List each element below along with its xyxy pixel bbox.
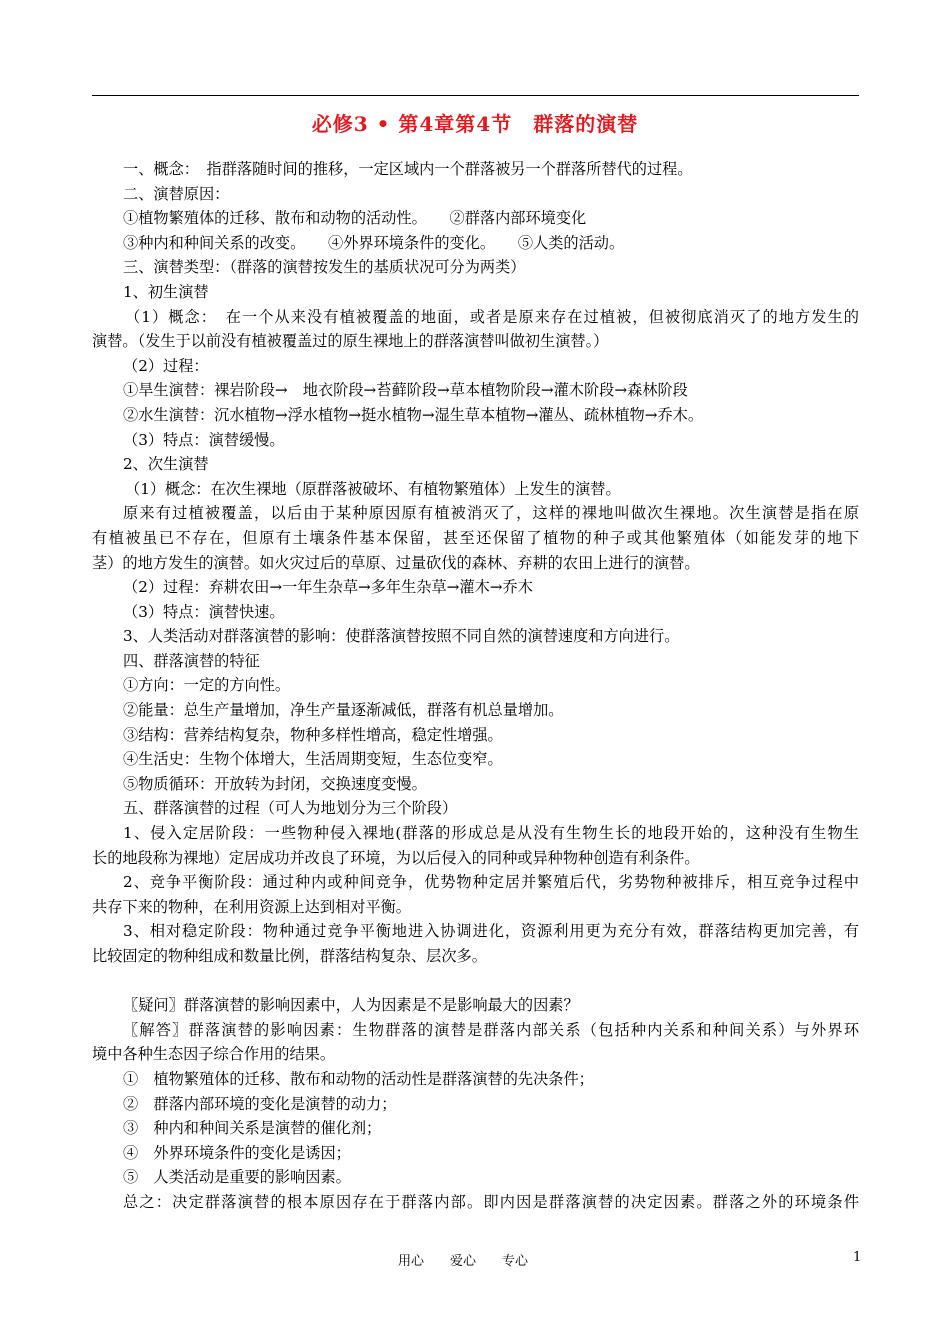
text-line: ⑤物质循环：开放转为封闭，交换速度变慢。 xyxy=(123,774,427,793)
text-line: ③种内和种间关系的改变。 ④外界环境条件的变化。 ⑤人类的活动。 xyxy=(123,233,625,252)
text-line: ①植物繁殖体的迁移、散布和动物的活动性。 ②群落内部环境变化 xyxy=(123,209,587,228)
text-line: 一、概念： 指群落随时间的推移，一定区域内一个群落被另一个群落所替代的过程。 xyxy=(123,160,693,178)
text-line: 四、群落演替的特征 xyxy=(123,651,260,670)
text-line: 三、演替类型：（群落的演替按发生的基质状况可分为两类） xyxy=(123,258,526,277)
text-line: ① 植物繁殖体的迁移、散布和动物的活动性是群落演替的先决条件； xyxy=(123,1069,594,1088)
text-line: ③ 种内和种间关系是演替的催化剂； xyxy=(123,1119,382,1138)
header-rule xyxy=(92,95,859,96)
text-line: 2、竞争平衡阶段：通过种内或种间竞争，优势物种定居并繁殖后代，劣势物种被排斥，相互竞争过程中 xyxy=(123,873,859,892)
text-line: 1、侵入定居阶段：一些物种侵入裸地(群落的形成总是从没有生物生长的地段开始的，这种没有生物生 xyxy=(123,824,859,843)
text-line: 总之：决定群落演替的根本原因存在于群落内部。即内因是群落演替的决定因素。群落之外的环境条件 xyxy=(123,1192,859,1211)
footer-motto: 用心 爱心 专心 xyxy=(398,1254,529,1269)
text-line: 2、次生演替 xyxy=(123,455,209,474)
text-line: （2）过程：弃耕农田→一年生杂草→多年生杂草→灌木→乔木 xyxy=(123,578,533,597)
text-line: 原来有过植被覆盖，以后由于某种原因原有植被消灭了，这样的裸地叫做次生裸地。次生演替是指在原 xyxy=(123,504,859,523)
page-title: 必修3 • 第4章第4节 群落的演替 xyxy=(311,112,639,136)
text-line xyxy=(92,969,859,994)
text-line: （1）概念： 在一个从来没有植被覆盖的地面，或者是原来存在过植被，但被彻底消灭了的地方发生的 xyxy=(125,307,859,326)
text-line: （3）特点：演替缓慢。 xyxy=(123,430,285,449)
text-line: 3、相对稳定阶段：物种通过竞争平衡地进入协调进化，资源利用更为充分有效，群落结构更加完善，有 xyxy=(123,922,859,941)
text-line: ④ 外界环境条件的变化是诱因； xyxy=(123,1143,351,1162)
text-line: 〖疑问〗群落演替的影响因素中，人为因素是不是影响最大的因素？ xyxy=(123,996,579,1015)
text-line: ④生活史：生物个体增大，生活周期变短，生态位变窄。 xyxy=(123,750,503,769)
text-line: ⑤ 人类活动是重要的影响因素。 xyxy=(123,1168,351,1187)
text-line: ②水生演替：沉水植物→浮水植物→挺水植物→湿生草本植物→灌丛、疏林植物→乔木。 xyxy=(123,405,704,424)
text-line: 境中各种生态因子综合作用的结果。 xyxy=(92,1045,335,1064)
text-line: ②能量：总生产量增加，净生产量逐渐减低，群落有机总量增加。 xyxy=(123,701,564,720)
text-line: 1、初生演替 xyxy=(123,282,209,301)
text-line: （2）过程： xyxy=(123,356,209,375)
text-line: 演替。（发生于以前没有植被覆盖过的原生裸地上的群落演替叫做初生演替。） xyxy=(92,332,609,351)
text-line: 长的地段称为裸地）定居成功并改良了环境，为以后侵入的同种或异种物种创造有利条件。 xyxy=(92,848,700,867)
text-line: 共存下来的物种，在利用资源上达到相对平衡。 xyxy=(92,897,411,916)
text-line: ①方向：一定的方向性。 xyxy=(123,676,291,695)
document-body xyxy=(92,157,859,1215)
text-line: 茎）的地方发生的演替。如火灾过后的草原、过量砍伐的森林、弃耕的农田上进行的演替。 xyxy=(92,553,700,572)
text-line: （1）概念：在次生裸地（原群落被破坏、有植物繁殖体）上发生的演替。 xyxy=(125,479,621,498)
text-line: 比较固定的物种组成和数量比例，群落结构复杂、层次多。 xyxy=(92,947,487,965)
text-line: 3、人类活动对群落演替的影响：使群落演替按照不同自然的演替速度和方向进行。 xyxy=(123,627,680,646)
text-line: 有植被虽已不存在，但原有土壤条件基本保留，甚至还保留了植物的种子或其他繁殖体（如能发芽的地下 xyxy=(92,528,859,547)
text-line: ③结构：营养结构复杂，物种多样性增高，稳定性增强。 xyxy=(123,725,503,744)
text-line: （3）特点：演替快速。 xyxy=(123,602,285,621)
text-line: ①旱生演替：裸岩阶段→ 地衣阶段→苔藓阶段→草本植物阶段→灌木阶段→森林阶段 xyxy=(123,381,688,400)
text-line: ② 群落内部环境的变化是演替的动力； xyxy=(123,1094,397,1113)
text-line: 二、演替原因： xyxy=(123,184,230,203)
page-number: 1 xyxy=(853,1250,862,1265)
text-line: 〖解答〗群落演替的影响因素：生物群落的演替是群落内部关系（包括种内关系和种间关系）与外界环 xyxy=(123,1020,859,1039)
text-line: 五、群落演替的过程（可人为地划分为三个阶段） xyxy=(123,799,458,818)
